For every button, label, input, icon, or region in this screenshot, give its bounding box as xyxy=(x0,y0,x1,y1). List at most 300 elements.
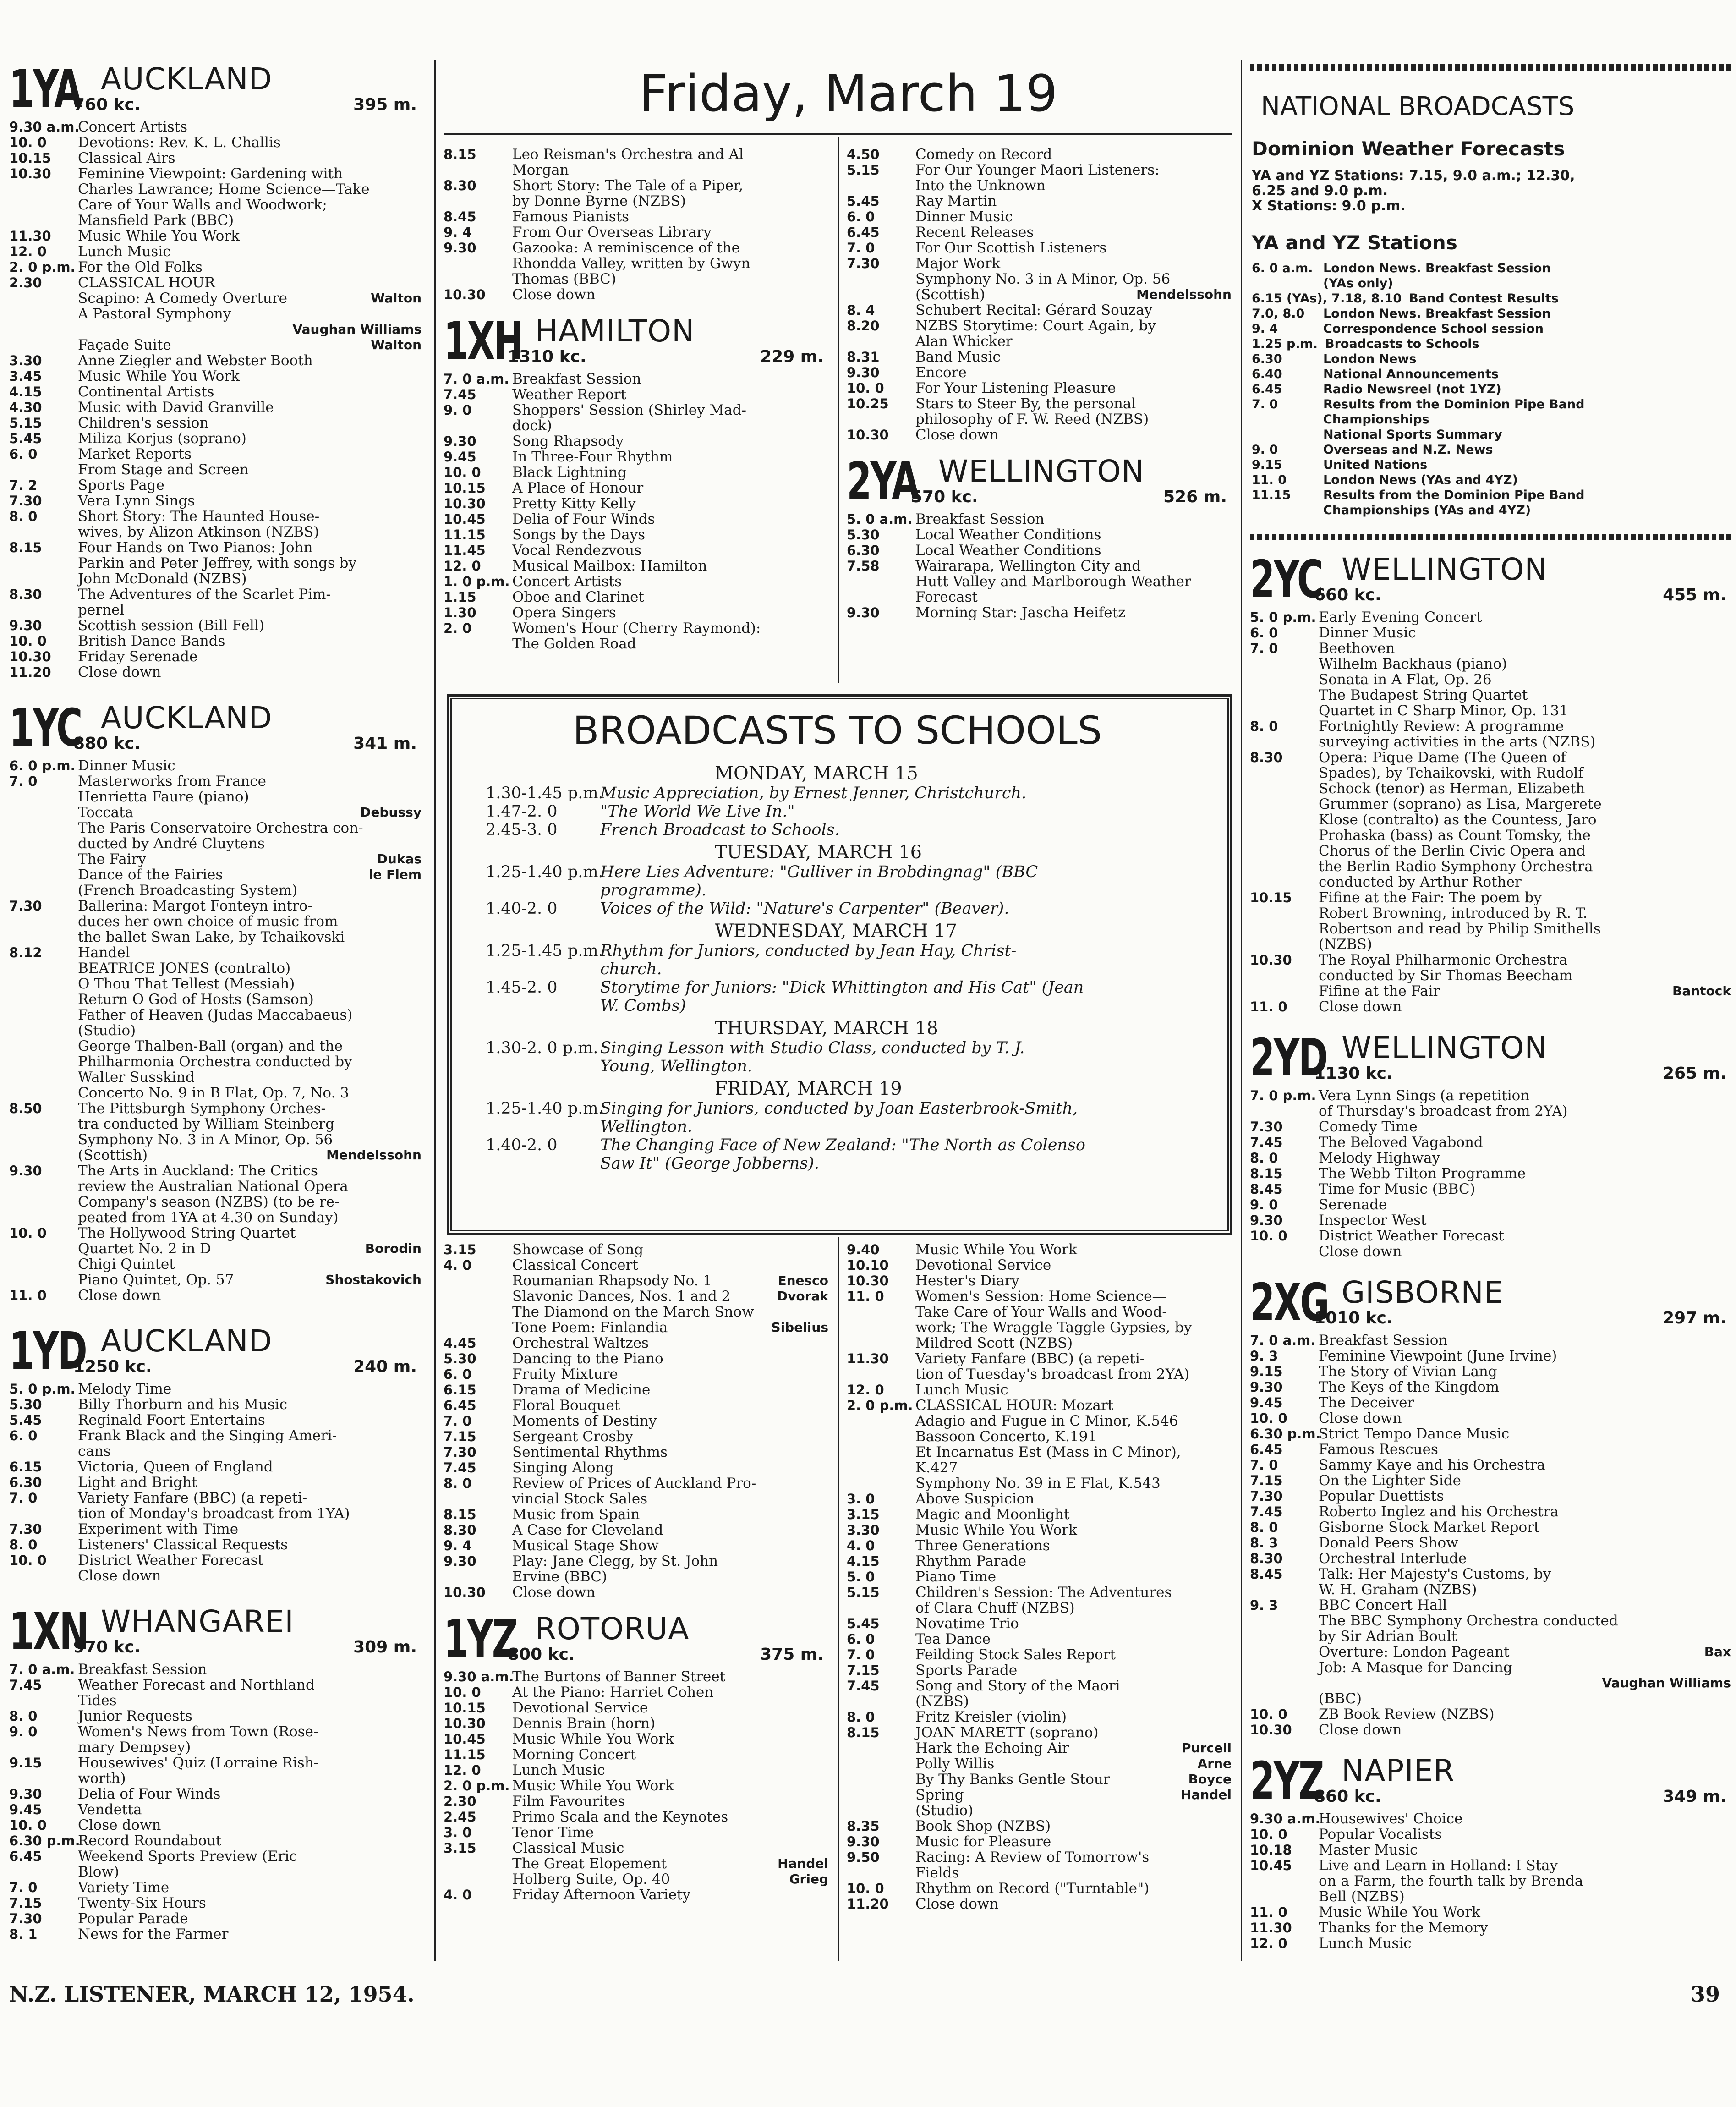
program-line xyxy=(847,1865,1232,1881)
program-title: Piano Time xyxy=(915,1569,997,1585)
program-composer: Walton xyxy=(371,291,422,306)
program-composer: Walton xyxy=(371,337,422,352)
program-title: Ervine (BBC) xyxy=(512,1569,608,1585)
program-line xyxy=(9,1381,422,1397)
national-line xyxy=(1252,337,1479,351)
program-line xyxy=(9,197,422,213)
station-frequency: 1130 kc. xyxy=(1314,1064,1393,1083)
station-name: WELLINGTON xyxy=(1342,552,1548,587)
program-line xyxy=(1250,1244,1731,1259)
program-time: 5. 0 a.m. xyxy=(847,511,913,527)
program-title: Roumanian Rhapsody No. 1 xyxy=(512,1273,712,1289)
program-line xyxy=(1250,1675,1731,1691)
weather-line: 6.25 and 9.0 p.m. xyxy=(1252,183,1388,199)
program-time: 9.45 xyxy=(1250,1395,1283,1410)
schools-title: BROADCASTS TO SCHOOLS xyxy=(573,708,1102,753)
program-composer: Arne xyxy=(1197,1756,1232,1771)
station-callsign: 2YD xyxy=(1250,1028,1327,1088)
program-title: Sonata in A Flat, Op. 26 xyxy=(1319,671,1492,688)
program-time: 5.45 xyxy=(9,1412,42,1428)
program-title: Short Story: The Tale of a Piper, xyxy=(512,177,744,194)
program-time: 6.45 xyxy=(1252,382,1282,396)
national-line xyxy=(1252,261,1551,275)
program-title: Robert Browning, introduced by R. T. xyxy=(1319,905,1588,922)
program-line xyxy=(1250,983,1731,999)
program-title: The Adventures of the Scarlet Pim- xyxy=(78,586,331,603)
program-line xyxy=(1250,625,1731,641)
program-line xyxy=(9,1179,422,1194)
program-title: Fifine at the Fair xyxy=(1319,983,1440,999)
program-title: Delia of Four Winds xyxy=(512,511,655,527)
program-time: 10.30 xyxy=(1250,1722,1292,1738)
program-time: 4.50 xyxy=(847,147,880,162)
schools-time: 1.30-2. 0 p.m. xyxy=(486,1039,598,1057)
program-line xyxy=(9,1708,422,1724)
program-time: 9. 4 xyxy=(1252,322,1278,336)
station-heading xyxy=(1250,550,1731,609)
station-callsign: 2YZ xyxy=(1250,1751,1323,1811)
program-time: 11.45 xyxy=(444,543,486,558)
program-line xyxy=(847,240,1232,256)
program-title: Quartet No. 2 in D xyxy=(78,1240,211,1257)
program-line xyxy=(847,193,1232,209)
program-time: 10.15 xyxy=(1250,890,1292,905)
program-title: worth) xyxy=(78,1770,126,1787)
program-line xyxy=(847,1787,1232,1803)
schools-programme: Saw It" (George Jobberns). xyxy=(600,1154,820,1173)
schools-programme: The Changing Face of New Zealand: "The North as Colenso xyxy=(600,1136,1086,1154)
program-time: 9.30 xyxy=(847,605,880,620)
program-line xyxy=(847,1444,1232,1460)
program-line xyxy=(9,509,422,524)
weather-forecasts-heading: Dominion Weather Forecasts xyxy=(1252,137,1565,160)
program-line xyxy=(1250,1936,1731,1951)
program-composer: Bantock xyxy=(1672,983,1731,999)
program-line xyxy=(1250,1103,1731,1119)
program-title: The Webb Tilton Programme xyxy=(1319,1165,1526,1182)
program-title: Hutt Valley and Marlborough Weather xyxy=(915,573,1191,590)
schools-line xyxy=(486,942,1016,960)
program-time: 6.15 xyxy=(444,1382,476,1398)
program-line xyxy=(9,1163,422,1179)
program-time: 11.15 xyxy=(444,527,486,543)
station-callsign: 2YC xyxy=(1250,550,1322,609)
program-title: For Our Younger Maori Listeners: xyxy=(915,162,1160,178)
program-time: 7.58 xyxy=(847,558,880,574)
program-composer: Debussy xyxy=(360,805,422,820)
program-title: Anne Ziegler and Webster Booth xyxy=(78,352,313,369)
program-line xyxy=(1250,1629,1731,1644)
program-line xyxy=(1250,1088,1731,1103)
program-title: At the Piano: Harriet Cohen xyxy=(512,1684,714,1701)
program-title: National Sports Summary xyxy=(1323,428,1502,442)
program-title: Fields xyxy=(915,1865,959,1881)
program-line xyxy=(444,1413,828,1429)
program-title: Devotional Service xyxy=(512,1700,648,1716)
schools-time: 1.30-1.45 p.m. xyxy=(486,784,603,802)
program-title: Short Story: The Haunted House- xyxy=(78,508,320,525)
national-line xyxy=(1252,352,1416,366)
ya-yz-heading: YA and YZ Stations xyxy=(1252,231,1457,254)
schools-time: 1.25-1.40 p.m. xyxy=(486,1099,603,1118)
program-line xyxy=(9,1926,422,1942)
program-title: Breakfast Session xyxy=(512,371,641,387)
program-title: The Beloved Vagabond xyxy=(1319,1134,1483,1151)
program-title: Songs by the Days xyxy=(512,527,646,543)
program-line xyxy=(9,555,422,571)
program-line xyxy=(847,1694,1232,1709)
program-title: Weather Forecast and Northland xyxy=(78,1677,315,1693)
program-line xyxy=(9,337,422,353)
program-title: work; The Wraggle Taggle Gypsies, by xyxy=(915,1319,1192,1336)
station-frequency: 800 kc. xyxy=(508,1645,575,1664)
program-title: Time for Music (BBC) xyxy=(1319,1181,1475,1197)
program-time: 8.30 xyxy=(444,178,476,193)
schools-line xyxy=(486,1057,752,1075)
station-name: HAMILTON xyxy=(535,313,695,349)
schools-day-heading: WEDNESDAY, MARCH 17 xyxy=(715,921,958,942)
program-line xyxy=(444,1335,828,1351)
program-line xyxy=(9,135,422,150)
decorative-border xyxy=(1250,534,1731,540)
program-time: 2.45 xyxy=(444,1809,476,1825)
program-time: 3. 0 xyxy=(847,1491,875,1507)
program-time: 3.15 xyxy=(444,1840,476,1856)
program-line xyxy=(9,1490,422,1506)
program-time: 11.15 xyxy=(1252,488,1291,502)
program-title: Showcase of Song xyxy=(512,1241,644,1258)
program-time: 10. 0 xyxy=(847,380,884,396)
program-line xyxy=(9,587,422,602)
schools-time: 1.40-2. 0 xyxy=(486,1136,558,1154)
program-title: Handel xyxy=(78,944,130,961)
program-time: 10.30 xyxy=(847,1273,889,1289)
program-time: 10.15 xyxy=(9,150,51,166)
program-time: 10.30 xyxy=(444,1585,486,1600)
schools-time: 1.47-2. 0 xyxy=(486,802,558,821)
program-time: 7.45 xyxy=(444,1460,476,1476)
program-title: Three Generations xyxy=(915,1537,1050,1554)
program-title: Symphony No. 3 in A Minor, Op. 56 xyxy=(915,271,1171,287)
schools-programme: Rhythm for Juniors, conducted by Jean Hay, Christ- xyxy=(600,942,1017,960)
program-line xyxy=(9,1054,422,1070)
program-time: 7.15 xyxy=(9,1895,42,1911)
program-title: Close down xyxy=(1319,1722,1402,1738)
program-time: 7.45 xyxy=(9,1677,42,1693)
program-line xyxy=(9,322,422,337)
program-title: Market Reports xyxy=(78,446,192,462)
program-line xyxy=(847,178,1232,193)
program-title: Live and Learn in Holland: I Stay xyxy=(1319,1857,1558,1874)
program-title: Music While You Work xyxy=(78,368,240,384)
program-line xyxy=(847,1366,1232,1382)
program-title: Famous Pianists xyxy=(512,209,630,225)
program-title: JOAN MARETT (soprano) xyxy=(915,1724,1099,1741)
program-line xyxy=(1250,609,1731,625)
program-line xyxy=(444,1429,828,1444)
program-title: The Deceiver xyxy=(1319,1394,1414,1411)
program-time: 7. 0 a.m. xyxy=(444,371,509,387)
program-title: (Studio) xyxy=(915,1802,974,1819)
program-line xyxy=(9,1412,422,1428)
program-line xyxy=(444,418,828,433)
schools-day-heading: MONDAY, MARCH 15 xyxy=(715,763,918,784)
program-title: From Our Overseas Library xyxy=(512,224,712,241)
program-line xyxy=(1250,1644,1731,1660)
program-time: 9.30 xyxy=(847,1834,880,1849)
program-composer: Borodin xyxy=(365,1241,422,1256)
program-line xyxy=(847,1803,1232,1818)
station-frequency: 1250 kc. xyxy=(73,1357,152,1376)
program-title: Job: A Masque for Dancing xyxy=(1319,1659,1512,1676)
program-time: 7.30 xyxy=(9,1911,42,1926)
program-title: Music While You Work xyxy=(512,1778,674,1794)
program-title: Thanks for the Memory xyxy=(1319,1920,1488,1936)
program-title: News for the Farmer xyxy=(78,1926,229,1942)
national-line xyxy=(1252,382,1501,396)
program-line xyxy=(444,1538,828,1553)
program-line xyxy=(847,1849,1232,1865)
program-line xyxy=(847,365,1232,380)
schools-time: 1.25-1.45 p.m. xyxy=(486,942,603,960)
program-time: 4.15 xyxy=(9,384,42,400)
program-title: Delia of Four Winds xyxy=(78,1786,221,1802)
program-time: 8. 0 xyxy=(847,1709,875,1725)
program-time: 10.30 xyxy=(444,287,486,302)
program-title: Major Work xyxy=(915,255,1001,272)
program-time: 4.45 xyxy=(444,1335,476,1351)
program-line xyxy=(444,162,828,178)
station-heading xyxy=(9,1602,422,1662)
program-title: Band Music xyxy=(915,349,1001,365)
program-title: tra conducted by William Steinberg xyxy=(78,1116,334,1132)
program-time: 5. 0 p.m. xyxy=(9,1381,76,1397)
program-line xyxy=(9,1537,422,1553)
program-title: Rhondda Valley, written by Gwyn xyxy=(512,255,750,272)
program-line xyxy=(1250,703,1731,719)
program-title: of Thursday's broadcast from 2YA) xyxy=(1319,1103,1568,1119)
program-line xyxy=(444,371,828,387)
program-time: 5. 0 xyxy=(847,1569,875,1585)
program-line xyxy=(9,976,422,992)
program-line xyxy=(847,527,1232,543)
program-title: Close down xyxy=(78,664,161,680)
schools-programme: Voices of the Wild: "Nature's Carpenter" (Beaver). xyxy=(600,900,1009,918)
program-line xyxy=(9,945,422,960)
program-time: 11. 0 xyxy=(1250,1904,1287,1920)
program-line xyxy=(444,449,828,465)
program-time: 3. 0 xyxy=(444,1825,472,1840)
national-line xyxy=(1252,412,1429,427)
program-title: Opera Singers xyxy=(512,604,616,621)
program-line xyxy=(444,1794,828,1809)
program-line xyxy=(1250,874,1731,890)
program-time: 6.30 xyxy=(9,1475,42,1490)
program-time: 9.30 xyxy=(9,1163,42,1179)
station-heading xyxy=(9,698,422,758)
program-time: 8.45 xyxy=(1250,1566,1283,1582)
program-line xyxy=(1250,1228,1731,1244)
program-title: Vocal Rendezvous xyxy=(512,542,642,559)
program-title: Local Weather Conditions xyxy=(915,542,1101,559)
program-line xyxy=(9,1443,422,1459)
program-line xyxy=(9,384,422,400)
program-line xyxy=(9,306,422,322)
program-time: 2. 0 p.m. xyxy=(847,1398,913,1413)
program-title: Record Roundabout xyxy=(78,1833,222,1849)
program-title: surveying activities in the arts (NZBS) xyxy=(1319,734,1596,750)
schools-programme: Wellington. xyxy=(600,1118,693,1136)
program-title: Popular Parade xyxy=(78,1910,188,1927)
program-line xyxy=(9,415,422,431)
program-time: 10. 0 xyxy=(1250,1706,1287,1722)
program-title: Women's Hour (Cherry Raymond): xyxy=(512,620,761,636)
program-time: 7.30 xyxy=(9,1521,42,1537)
program-line xyxy=(9,649,422,664)
program-title: Vera Lynn Sings (a repetition xyxy=(1319,1087,1530,1104)
program-line xyxy=(1250,1873,1731,1889)
program-line xyxy=(1250,1842,1731,1858)
program-title: Drama of Medicine xyxy=(512,1382,651,1398)
program-time: 5.45 xyxy=(9,431,42,446)
program-time: 9. 0 xyxy=(1252,443,1278,457)
program-line xyxy=(1250,828,1731,843)
program-composer: Dukas xyxy=(377,851,422,867)
program-title: Famous Rescues xyxy=(1319,1441,1438,1458)
program-line xyxy=(1250,672,1731,687)
program-title: Classical Concert xyxy=(512,1257,638,1273)
program-time: 10. 0 xyxy=(1250,1410,1287,1426)
program-time: 7. 0 a.m. xyxy=(9,1662,75,1677)
program-line xyxy=(847,1507,1232,1522)
program-title: K.427 xyxy=(915,1460,958,1476)
station-heading xyxy=(1250,1028,1731,1088)
program-line xyxy=(847,1351,1232,1366)
program-title: Master Music xyxy=(1319,1842,1418,1858)
program-title: cans xyxy=(78,1443,111,1460)
program-time: 7. 0 xyxy=(9,1490,38,1506)
program-time: 8.15 xyxy=(444,1507,476,1522)
program-line xyxy=(9,1475,422,1490)
schools-programme: W. Combs) xyxy=(600,997,686,1015)
program-line xyxy=(9,150,422,166)
program-line xyxy=(1250,781,1731,796)
program-time: 9.30 xyxy=(444,433,476,449)
program-title: Popular Duettists xyxy=(1319,1488,1444,1504)
program-line xyxy=(9,1397,422,1412)
program-title: Polly Willis xyxy=(915,1756,995,1772)
program-title: Classical Airs xyxy=(78,150,175,166)
program-line xyxy=(444,1840,828,1856)
program-line xyxy=(847,1647,1232,1663)
program-line xyxy=(1250,937,1731,952)
program-title: Musical Mailbox: Hamilton xyxy=(512,558,707,574)
program-line xyxy=(9,820,422,836)
program-title: Strict Tempo Dance Music xyxy=(1319,1426,1510,1442)
program-line xyxy=(847,1289,1232,1304)
program-line xyxy=(1250,1613,1731,1629)
program-time: 7.15 xyxy=(847,1663,880,1678)
program-title: Dinner Music xyxy=(915,209,1013,225)
program-title: Book Shop (NZBS) xyxy=(915,1818,1051,1834)
program-time: 9.30 xyxy=(847,365,880,380)
program-time: 10. 0 xyxy=(847,1881,884,1896)
program-title: Father of Heaven (Judas Maccabaeus) xyxy=(78,1007,353,1023)
program-line xyxy=(9,1085,422,1101)
program-line xyxy=(1250,921,1731,937)
program-composer: Bax xyxy=(1704,1644,1731,1659)
program-title: Spring xyxy=(915,1787,964,1803)
program-title: Sports Parade xyxy=(915,1662,1018,1679)
program-line xyxy=(444,1491,828,1507)
program-title: Close down xyxy=(512,286,596,303)
station-name: AUCKLAND xyxy=(101,1323,273,1359)
program-title: Chorus of the Berlin Civic Opera and xyxy=(1319,843,1586,859)
program-line xyxy=(847,605,1232,620)
program-line xyxy=(847,1881,1232,1896)
program-line xyxy=(847,380,1232,396)
program-time: 9.45 xyxy=(9,1802,42,1817)
program-time: 9.30 xyxy=(1250,1379,1283,1395)
station-callsign: 1YC xyxy=(9,698,82,758)
program-composer: Purcell xyxy=(1181,1740,1232,1756)
program-line xyxy=(847,1304,1232,1320)
station-wavelength: 455 m. xyxy=(1663,586,1726,604)
program-line xyxy=(847,1382,1232,1398)
program-time: 11.30 xyxy=(847,1351,889,1366)
program-time: 7.30 xyxy=(1250,1119,1283,1135)
program-line xyxy=(444,147,828,162)
program-time: 9. 0 xyxy=(1250,1197,1278,1213)
program-title: wives, by Alizon Atkinson (NZBS) xyxy=(78,524,319,540)
program-title: Women's Session: Home Science— xyxy=(915,1288,1166,1305)
program-line xyxy=(847,1678,1232,1694)
program-line xyxy=(9,119,422,135)
program-line xyxy=(1250,1348,1731,1364)
program-title: of Clara Chuff (NZBS) xyxy=(915,1600,1075,1616)
program-line xyxy=(1250,1213,1731,1228)
program-title: Devotions: Rev. K. L. Challis xyxy=(78,134,281,151)
program-line xyxy=(1250,1442,1731,1457)
column-rule xyxy=(434,60,436,1961)
program-title: Friday Afternoon Variety xyxy=(512,1887,691,1903)
program-time: 6.45 xyxy=(1250,1442,1283,1457)
program-line xyxy=(9,805,422,820)
national-line xyxy=(1252,458,1427,472)
program-line xyxy=(444,1242,828,1257)
program-time: 6. 0 xyxy=(9,1428,38,1443)
program-time: 8. 0 xyxy=(9,1537,38,1553)
program-time: 3.30 xyxy=(9,353,42,368)
program-line xyxy=(444,574,828,589)
program-line xyxy=(1250,1551,1731,1566)
program-title: Stars to Steer By, the personal xyxy=(915,395,1136,412)
program-time: 9.45 xyxy=(444,449,476,465)
program-title: Correspondence School session xyxy=(1323,322,1544,336)
program-line xyxy=(9,571,422,587)
program-title: Melody Time xyxy=(78,1381,172,1397)
program-line xyxy=(9,1849,422,1864)
station-name: AUCKLAND xyxy=(101,700,273,735)
station-name: NAPIER xyxy=(1342,1753,1455,1789)
program-title: Rhythm on Record ("Turntable") xyxy=(915,1880,1150,1897)
program-title: (Studio) xyxy=(78,1022,136,1039)
program-line xyxy=(9,166,422,181)
program-title: Comedy Time xyxy=(1319,1119,1418,1135)
program-line xyxy=(847,1818,1232,1834)
program-line xyxy=(1250,1166,1731,1181)
program-title: Orchestral Waltzes xyxy=(512,1335,649,1351)
